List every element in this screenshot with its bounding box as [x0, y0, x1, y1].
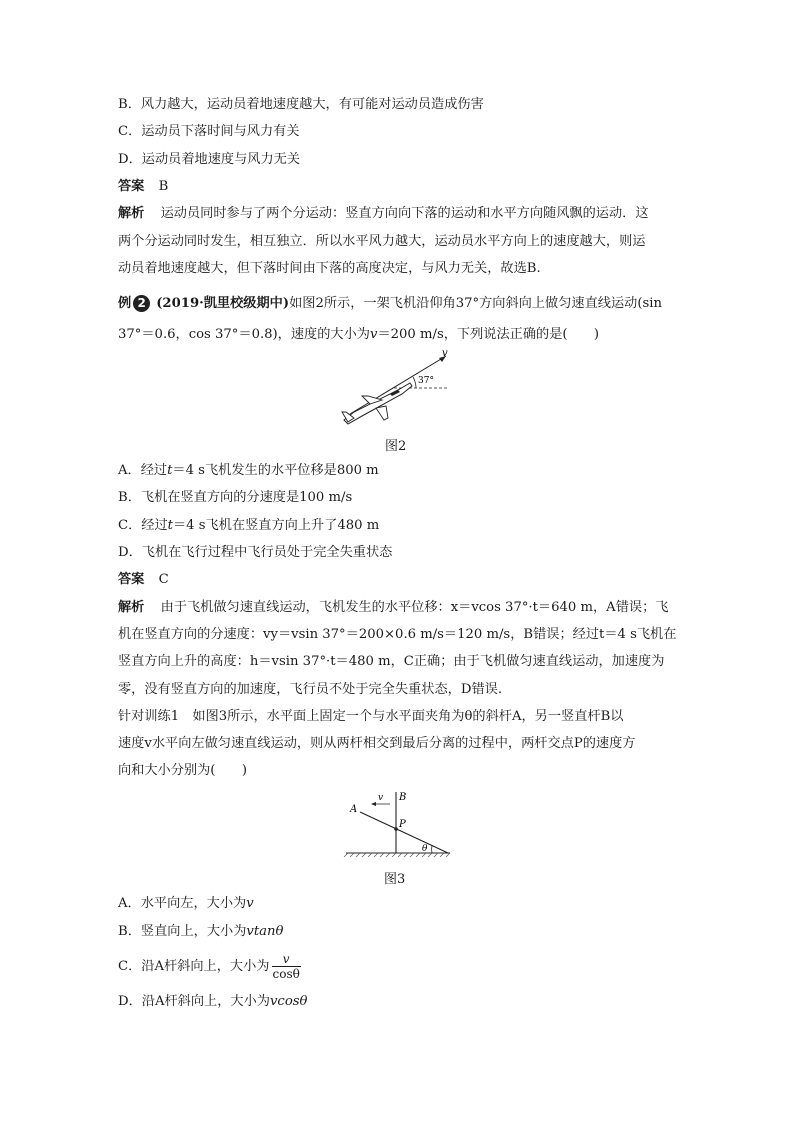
- option-text: C．沿A杆斜向上，大小为: [118, 959, 270, 974]
- fraction: [272, 953, 301, 981]
- label-b: B: [399, 792, 407, 803]
- q1-option-b: B．风力越大，运动员着地速度越大，有可能对运动员造成伤害: [118, 97, 484, 112]
- stem-text-2: 37°＝0.6，cos 37°＝0.8)，速度的大小为: [118, 327, 370, 342]
- answer-value: C: [158, 572, 169, 587]
- stem-text-2-tail: ＝200 m/s，下列说法正确的是( ): [377, 327, 600, 342]
- label-v: v: [378, 793, 384, 803]
- example-2-option-a: [118, 462, 379, 480]
- q1-analysis-line-3: 动员着地速度越大，但下落时间由下落的高度决定，与风力无关，故选B.: [118, 261, 541, 276]
- q1-option-c: C．运动员下落时间与风力有关: [118, 124, 300, 139]
- option-value: v: [246, 896, 254, 911]
- example-2-analysis-line-3: 竖直方向上升的高度：h＝vsin 37°·t＝480 m，C正确；由于飞机做匀速直线运动，加速度为: [118, 654, 665, 669]
- fraction-denominator: cosθ: [272, 966, 300, 981]
- drill-1-stem-line-2: 速度v水平向左做匀速直线运动，则从两杆相交到最后分离的过程中，两杆交点P的速度方: [118, 736, 636, 751]
- figure-2-airplane-diagram: [340, 350, 460, 430]
- velocity-arrowhead: [371, 802, 376, 806]
- stem-text: 如图2所示，一架飞机沿仰角37°方向斜向上做匀速直线运动(sin: [289, 296, 662, 311]
- option-value: vcosθ: [269, 994, 308, 1009]
- option-value: vtanθ: [246, 924, 284, 939]
- figure-velocity-label: v: [442, 350, 448, 359]
- q1-option-d: D．运动员着地速度与风力无关: [118, 152, 301, 167]
- option-text: D．沿A杆斜向上，大小为: [118, 994, 270, 1009]
- option-variable: t: [167, 518, 173, 533]
- example-2-answer: [118, 571, 169, 589]
- analysis-label: 解析: [118, 600, 145, 615]
- q1-answer: [118, 178, 168, 196]
- example-number-badge: 2: [133, 295, 150, 312]
- drill-1-option-a: [118, 895, 254, 913]
- q1-analysis-line-1: [118, 205, 649, 223]
- example-2-option-b: B．飞机在竖直方向的分速度是100 m/s: [118, 490, 353, 505]
- option-text: A．经过: [118, 463, 168, 478]
- option-text-tail: ＝4 s飞机发生的水平位移是800 m: [172, 463, 379, 478]
- example-2-option-d: D．飞机在飞行过程中飞行员处于完全失重状态: [118, 545, 393, 560]
- figure-angle-label: 37°: [418, 376, 434, 386]
- answer-value: B: [158, 179, 169, 194]
- example-2-analysis-line-1: [118, 599, 668, 617]
- example-2-stem-line-2: [118, 326, 599, 344]
- ground-hatching: [344, 853, 450, 857]
- drill-1-stem-line-3: 向和大小分别为( ): [118, 763, 247, 778]
- option-text-tail: ＝4 s飞机在竖直方向上升了480 m: [172, 518, 380, 533]
- option-text: A．水平向左，大小为: [118, 896, 247, 911]
- figure-3-caption: 图3: [384, 872, 406, 887]
- drill-1-option-b: [118, 923, 283, 941]
- option-text: B．竖直向上，大小为: [118, 924, 247, 939]
- example-2-analysis-line-2: 机在竖直方向的分速度：vy＝vsin 37°＝200×0.6 m/s＝120 m/s，B错误；经过t＝4 s飞机在: [118, 627, 677, 642]
- label-theta: θ: [422, 844, 428, 854]
- airplane-icon: [342, 383, 412, 424]
- label-p: P: [399, 819, 406, 830]
- angle-arc: [413, 377, 416, 388]
- intersection-point-p: [394, 827, 398, 831]
- label-a: A: [350, 804, 358, 815]
- drill-1-stem-line-1: 针对训练1 如图3所示，水平面上固定一个与水平面夹角为θ的斜杆A，另一竖直杆B以: [118, 709, 624, 724]
- analysis-text: 由于飞机做匀速直线运动，飞机发生的水平位移：x＝vcos 37°·t＝640 m，A错误；飞: [160, 600, 669, 615]
- fraction-numerator: v: [282, 951, 290, 966]
- answer-label: 答案: [118, 179, 145, 194]
- example-2-stem-line-1: [118, 295, 662, 313]
- example-2-analysis-line-4: 零，没有竖直方向的加速度，飞行员不处于完全失重状态，D错误.: [118, 682, 503, 697]
- figure-3-rods-diagram: [340, 786, 455, 858]
- analysis-label: 解析: [118, 206, 145, 221]
- option-text: C．经过: [118, 518, 168, 533]
- example-source: (2019·凯里校级期中): [156, 296, 290, 311]
- drill-1-option-d: [118, 993, 307, 1011]
- figure-2-caption: 图2: [385, 439, 407, 454]
- drill-1-option-c: [118, 950, 301, 984]
- analysis-text: 运动员同时参与了两个分运动：竖直方向向下落的运动和水平方向随风飘的运动．这: [160, 206, 649, 221]
- answer-label: 答案: [118, 572, 145, 587]
- option-variable: t: [167, 463, 173, 478]
- example-2-option-c: [118, 517, 379, 535]
- example-label: 例: [118, 296, 132, 311]
- stem-variable-v: v: [370, 327, 378, 342]
- q1-analysis-line-2: 两个分运动同时发生，相互独立．所以水平风力越大，运动员水平方向上的速度越大，则运: [118, 234, 646, 249]
